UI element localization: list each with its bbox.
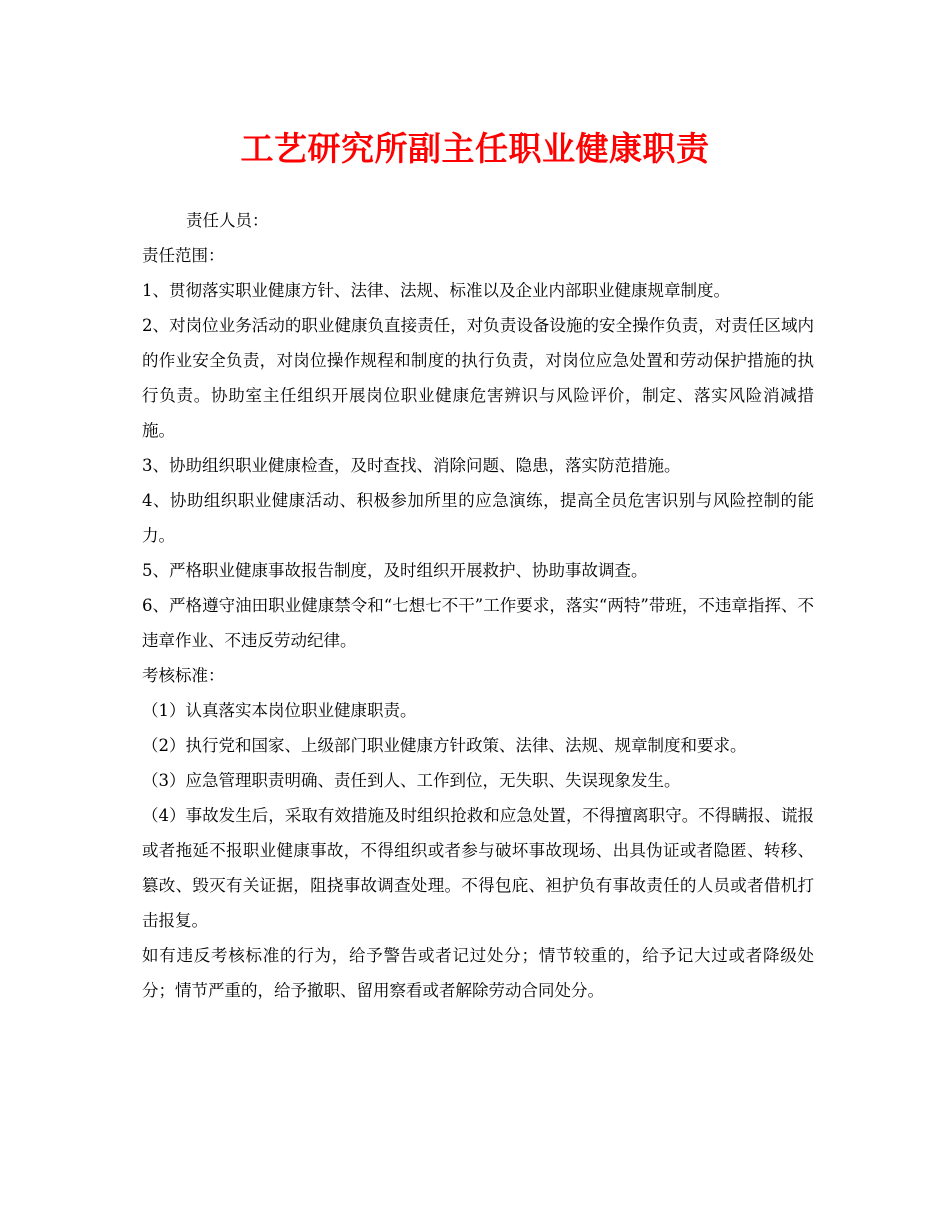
responsible-person-label: 责任人员： [186, 211, 269, 230]
scope-item-1: 1、贯彻落实职业健康方针、法律、法规、标准以及企业内部职业健康规章制度。 [142, 281, 730, 300]
scope-item-6: 6、严格遵守油田职业健康禁令和“七想七不干”工作要求，落实“两特”带班，不违章指挥、不违章作业、不违反劳动纪律。 [142, 596, 814, 650]
assessment-item-4: （4）事故发生后，采取有效措施及时组织抢救和应急处置，不得擅离职守。不得瞒报、谎报或者拖延不报职业健康事故，不得组织或者参与破坏事故现场、出具伪证或者隐匿、转移、篡改、毁灭有关证据，阻挠事故调查处理。不得包庇、袒护负有事故责任的人员或者借机打击报复。 [142, 806, 814, 930]
scope-item-5: 5、严格职业健康事故报告制度，及时组织开展救护、协助事故调查。 [142, 561, 648, 580]
assessment-heading: 考核标准： [142, 666, 225, 685]
document-body [142, 203, 814, 1008]
assessment-item-2: （2）执行党和国家、上级部门职业健康方针政策、法律、法规、规章制度和要求。 [142, 736, 747, 755]
document-title: 工艺研究所副主任职业健康职责 [240, 129, 710, 168]
scope-heading: 责任范围： [142, 246, 225, 265]
scope-item-4: 4、协助组织职业健康活动、积极参加所里的应急演练，提高全员危害识别与风险控制的能力。 [142, 491, 814, 545]
assessment-item-1: （1）认真落实本岗位职业健康职责。 [142, 701, 417, 720]
penalty-paragraph: 如有违反考核标准的行为，给予警告或者记过处分；情节较重的，给予记大过或者降级处分；情节严重的，给予撤职、留用察看或者解除劳动合同处分。 [142, 946, 814, 1000]
assessment-item-3: （3）应急管理职责明确、责任到人、工作到位，无失职、失误现象发生。 [142, 771, 681, 790]
scope-item-3: 3、协助组织职业健康检查，及时查找、消除问题、隐患，落实防范措施。 [142, 456, 681, 475]
scope-item-2: 2、对岗位业务活动的职业健康负直接责任，对负责设备设施的安全操作负责，对责任区域内的作业安全负责，对岗位操作规程和制度的执行负责，对岗位应急处置和劳动保护措施的执行负责。协助室主任组织开展岗位职业健康危害辨识与风险评价，制定、落实风险消减措施。 [142, 316, 814, 440]
